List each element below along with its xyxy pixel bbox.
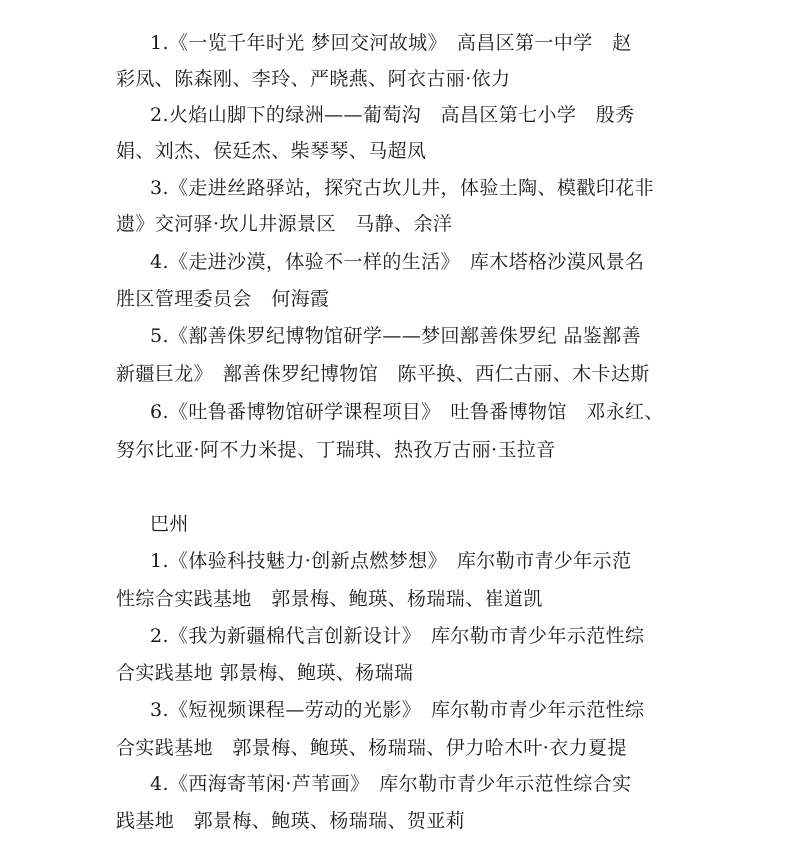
entry-6-line-2: 努尔比亚·阿不力米提、丁瑞琪、热孜万古丽·玉拉音 [116, 439, 556, 461]
entry-3-line-1: 3.《走进丝路驿站，探究古坎儿井，体验土陶、模戳印花非 [150, 177, 654, 199]
bazhou-entry-2-line-1: 2.《我为新疆棉代言创新设计》 库尔勒市青少年示范性综 [150, 625, 645, 647]
bazhou-entry-1-line-1: 1.《体验科技魅力·创新点燃梦想》 库尔勒市青少年示范 [150, 550, 632, 572]
bazhou-entry-4-line-1: 4.《西海寄苇闲·芦苇画》 库尔勒市青少年示范性综合实 [150, 773, 632, 795]
section-heading-bazhou: 巴州 [150, 513, 189, 535]
bazhou-entry-3-line-2: 合实践基地 郭景梅、鲍瑛、杨瑞瑞、伊力哈木叶·衣力夏提 [116, 737, 627, 759]
bazhou-entry-3-line-1: 3.《短视频课程—劳动的光影》 库尔勒市青少年示范性综 [150, 699, 645, 721]
entry-6-line-1: 6.《吐鲁番博物馆研学课程项目》 吐鲁番博物馆 邓永红、 [150, 401, 664, 423]
entry-2-line-2: 娟、刘杰、侯廷杰、柴琴琴、马超凤 [116, 140, 427, 162]
bazhou-entry-2-line-2: 合实践基地 郭景梅、鲍瑛、杨瑞瑞 [116, 662, 414, 684]
entry-1-line-2: 彩凤、陈森刚、李玲、严晓燕、阿衣古丽·依力 [116, 68, 511, 90]
entry-4-line-1: 4.《走进沙漠，体验不一样的生活》 库木塔格沙漠风景名 [150, 251, 645, 273]
bazhou-entry-1-line-2: 性综合实践基地 郭景梅、鲍瑛、杨瑞瑞、崔道凯 [116, 588, 543, 610]
entry-3-line-2: 遗》交河驿·坎儿井源景区 马静、余洋 [116, 213, 453, 235]
entry-5-line-2: 新疆巨龙》 鄯善侏罗纪博物馆 陈平换、西仁古丽、木卡达斯 [116, 363, 650, 385]
entry-1-line-1: 1.《一览千年时光 梦回交河故城》 高昌区第一中学 赵 [150, 32, 632, 54]
entry-4-line-2: 胜区管理委员会 何海霞 [116, 288, 330, 310]
entry-2-line-1: 2.火焰山脚下的绿洲——葡萄沟 高昌区第七小学 殷秀 [150, 104, 635, 126]
bazhou-entry-4-line-2: 践基地 郭景梅、鲍瑛、杨瑞瑞、贺亚莉 [116, 810, 466, 832]
entry-5-line-1: 5.《鄯善侏罗纪博物馆研学——梦回鄯善侏罗纪 品鉴鄯善 [150, 325, 641, 347]
